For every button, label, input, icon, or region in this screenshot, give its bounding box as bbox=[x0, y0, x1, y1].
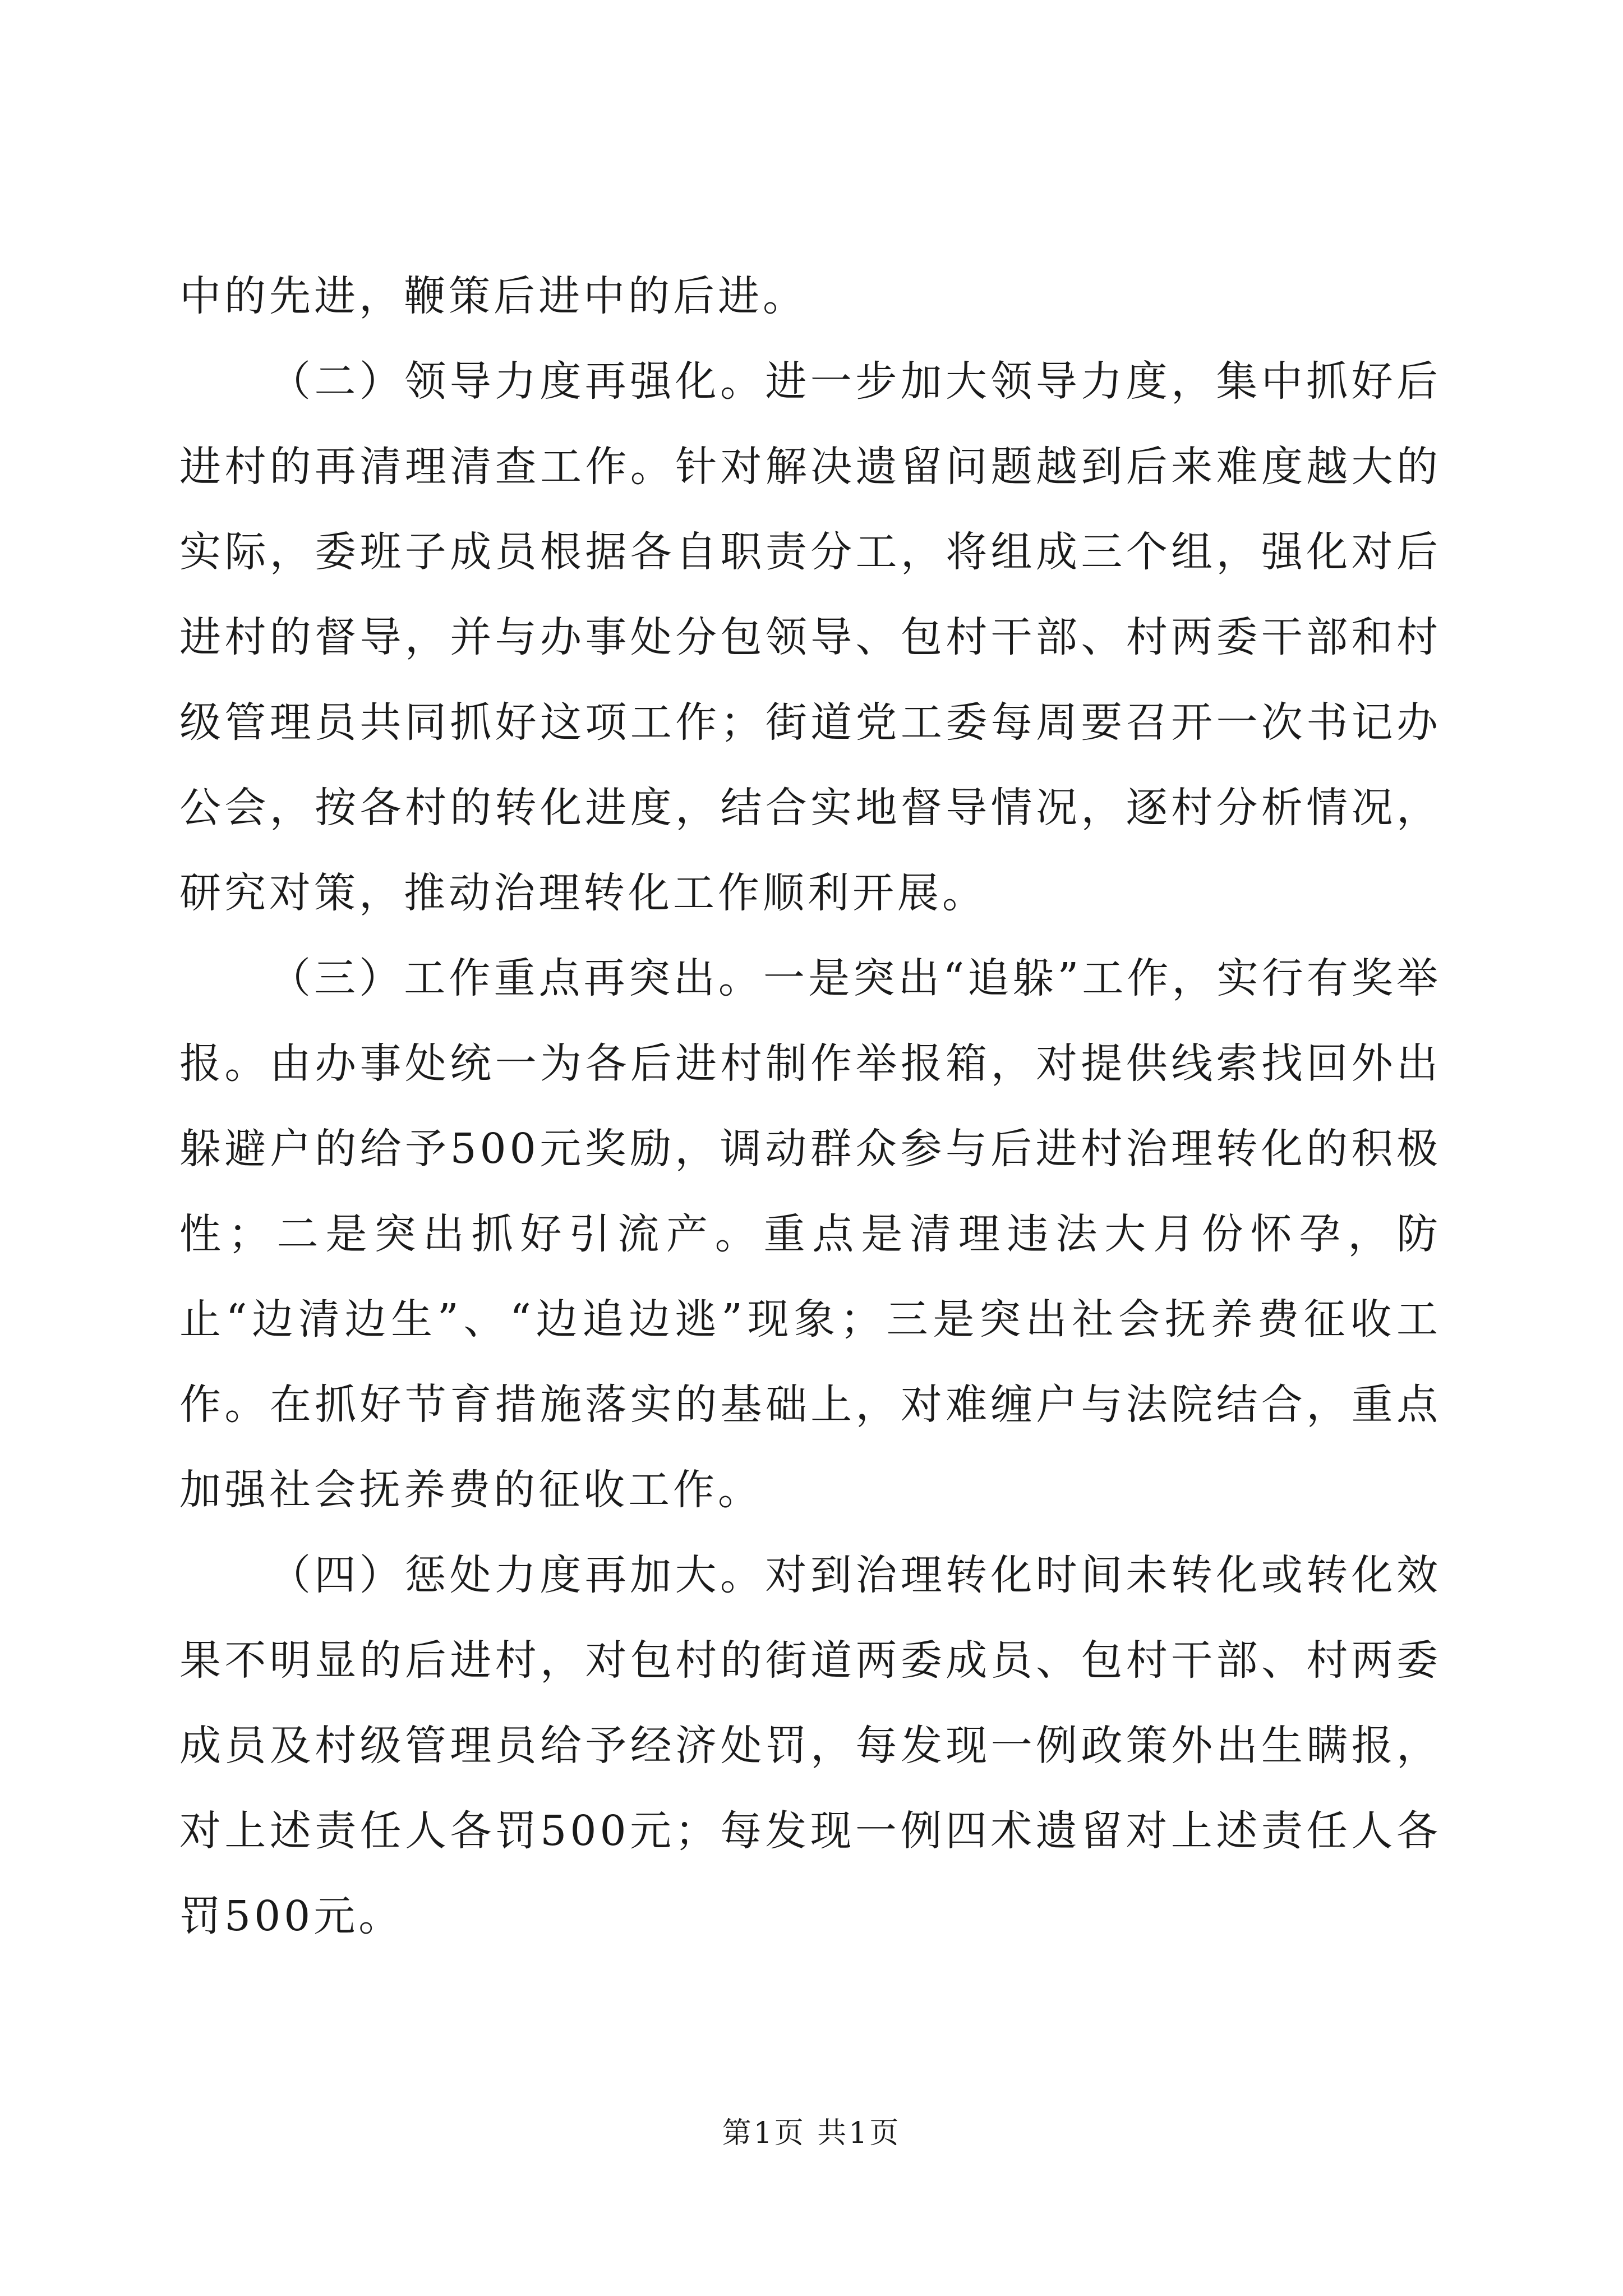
paragraph-work-focus: （三）工作重点再突出。一是突出“追躲”工作，实行有奖举报。由办事处统一为各后进村制作举报箱，对提供线索找回外出躲避户的给予500元奖励，调动群众参与后进村治理转化的积极性；二是突出抓好引流产。重点是清理违法大月份怀孕，防止“边清边生”、“边追边逃”现象；三是突出社会抚养费征收工作。在抓好节育措施落实的基础上，对难缠户与法院结合，重点加强社会抚养费的征收工作。 bbox=[179, 954, 1441, 1514]
paragraph-penalties: （四）惩处力度再加大。对到治理转化时间未转化或转化效果不明显的后进村，对包村的街道两委成员、包村干部、村两委成员及村级管理员给予经济处罚，每发现一例政策外出生瞒报，对上述责任人各罚500元；每发现一例四术遗留对上述责任人各罚500元。 bbox=[179, 1551, 1441, 1940]
page-footer: 第1页 共1页 bbox=[722, 2116, 901, 2150]
document-body bbox=[179, 254, 1441, 1959]
paragraph-leadership: （二）领导力度再强化。进一步加大领导力度，集中抓好后进村的再清理清查工作。针对解决遗留问题越到后来难度越大的实际，委班子成员根据各自职责分工，将组成三个组，强化对后进村的督导，并与办事处分包领导、包村干部、村两委干部和村级管理员共同抓好这项工作；街道党工委每周要召开一次书记办公会，按各村的转化进度，结合实地督导情况，逐村分析情况，研究对策，推动治理转化工作顺利开展。 bbox=[179, 357, 1441, 917]
paragraph-continuation: 中的先进，鞭策后进中的后进。 bbox=[179, 272, 808, 320]
